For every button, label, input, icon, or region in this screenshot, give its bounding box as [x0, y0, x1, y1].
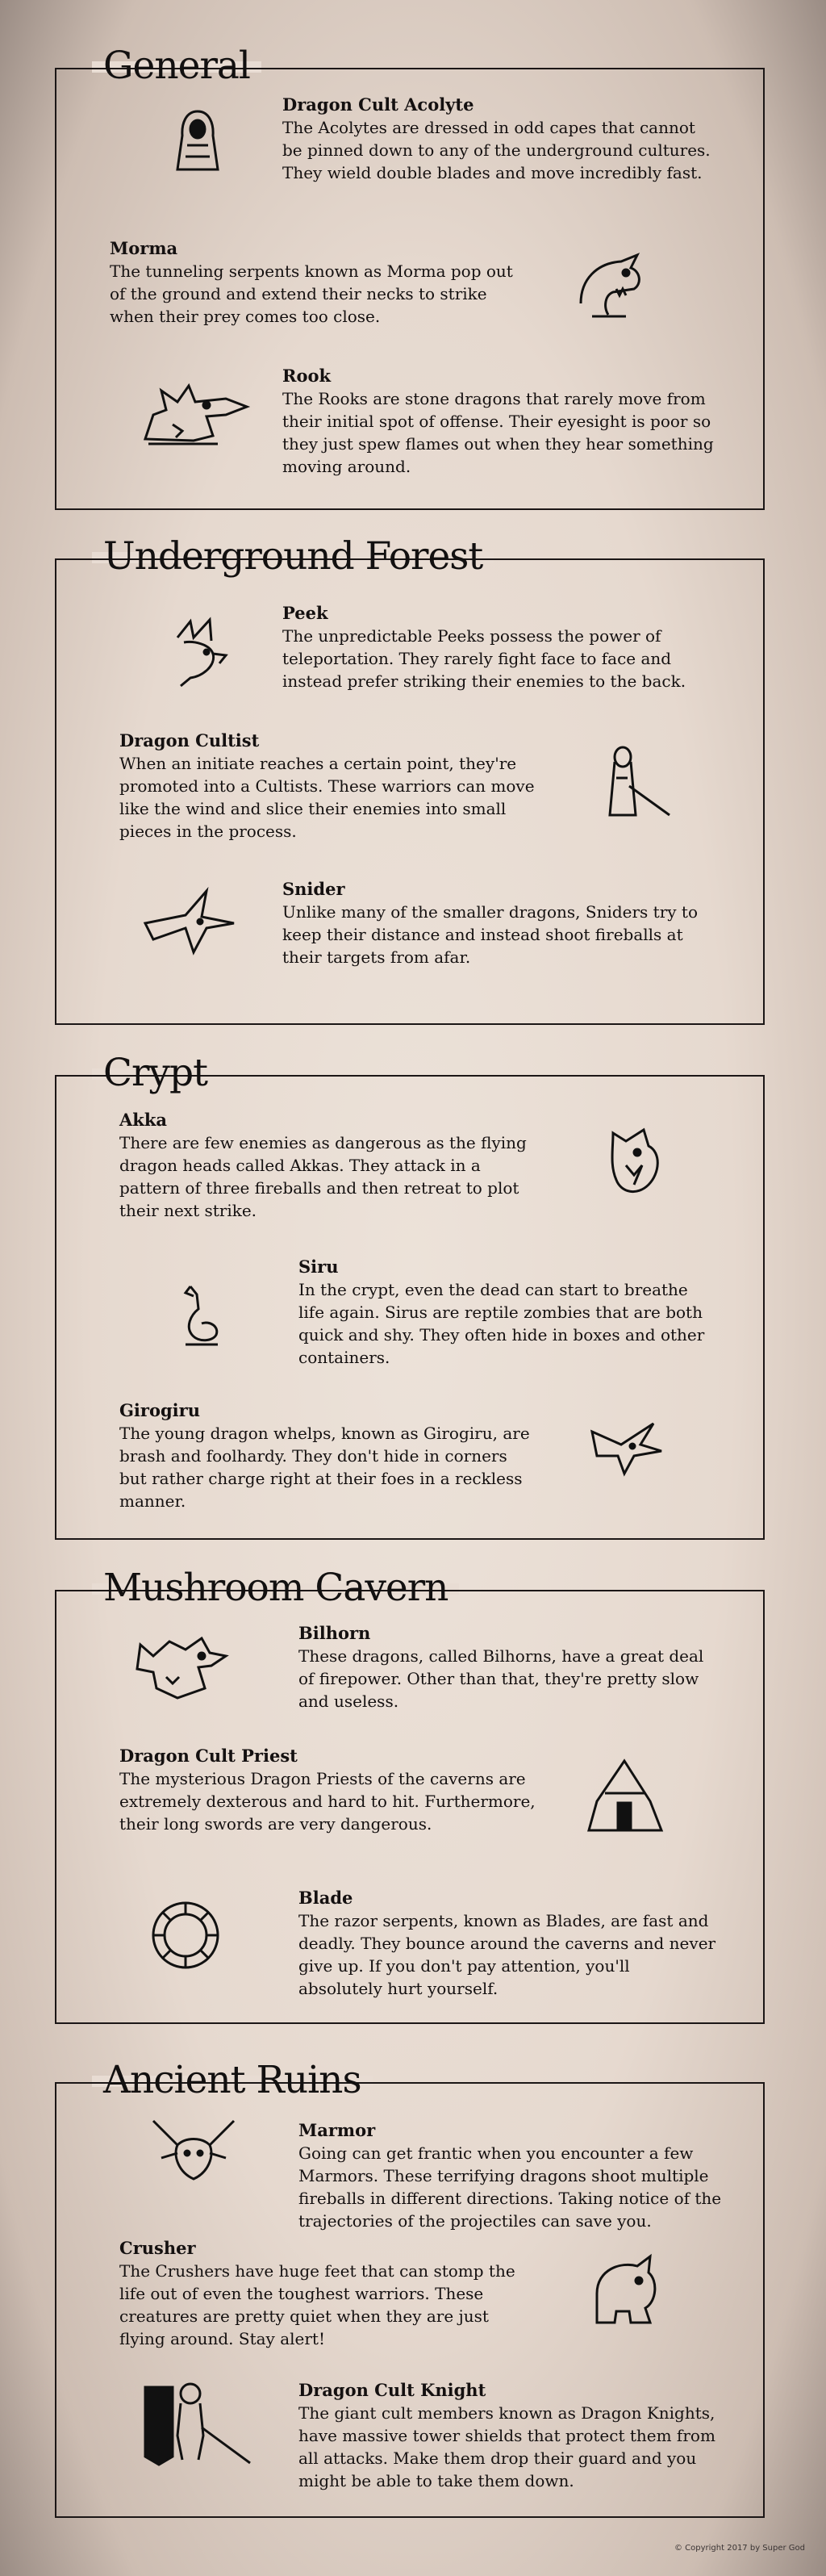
hooded-acolyte-icon [145, 100, 250, 189]
entry-desc: The razor serpents, known as Blades, are fast and deadly. They bounce around the caverns and never give up. If you don't pay attention, you'll absolutely hurt yourself. [298, 1911, 716, 1998]
section-mushroom-cavern [55, 1566, 765, 2024]
entry-rook [282, 365, 718, 478]
section-underground-forest [55, 534, 765, 1025]
entry-desc: Unlike many of the smaller dragons, Sniders try to keep their distance and instead shoot fireballs at their targets from afar. [282, 902, 698, 967]
knight-shield-icon [137, 2379, 258, 2468]
entry-desc: When an initiate reaches a certain point, they're promoted into a Cultists. These warriors can move like the wind and slice their enemies into small pieces in the process. [119, 754, 535, 841]
stone-dragon-icon [129, 366, 258, 455]
entry-name: Morma [110, 238, 178, 258]
entry-desc: The giant cult members known as Dragon Knights, have massive tower shields that protect them from all attacks. Make them drop their guard and you might be able to take them down. [298, 2403, 715, 2490]
entry-dragon-cult-knight [298, 2379, 734, 2492]
section-title-text: General [103, 44, 250, 88]
entry-name: Dragon Cult Knight [298, 2380, 486, 2400]
entry-name: Marmor [298, 2120, 376, 2140]
winged-dragon-icon [145, 605, 250, 694]
entry-desc: In the crypt, even the dead can start to breathe life again. Sirus are reptile zombies that are both quick and shy. They often hide in boxes and other containers. [298, 1280, 705, 1367]
section-ancient-ruins [55, 2058, 765, 2518]
entry-dragon-cult-acolyte [282, 94, 718, 184]
entry-girogiru [119, 1399, 539, 1512]
horned-dragon-icon [137, 2105, 250, 2193]
entry-bilhorn [298, 1622, 718, 1712]
section-title [92, 1048, 219, 1099]
flying-dragon-icon [129, 875, 250, 964]
entry-name: Akka [119, 1110, 168, 1130]
serpent-head-icon [557, 239, 661, 328]
cultist-sword-icon [581, 738, 686, 826]
ring-serpent-icon [137, 1890, 234, 1979]
entry-name: Blade [298, 1888, 353, 1908]
entry-blade [298, 1887, 718, 2000]
entry-name: Dragon Cult Acolyte [282, 94, 474, 115]
section-title-text: Crypt [103, 1051, 207, 1095]
entry-desc: There are few enemies as dangerous as the flying dragon heads called Akkas. They attack in a pattern of three fireballs and then retreat to plot their next strike. [119, 1133, 527, 1220]
entry-name: Dragon Cultist [119, 730, 260, 751]
bilhorn-dragon-icon [121, 1620, 242, 1709]
section-title-text: Mushroom Cavern [103, 1566, 448, 1610]
entry-name: Siru [298, 1257, 339, 1277]
section-title-text: Ancient Ruins [103, 2058, 361, 2102]
entry-akka [119, 1109, 539, 1222]
entry-peek [282, 602, 718, 692]
entry-desc: The Rooks are stone dragons that rarely move from their initial spot of offense. Their eyesight is poor so they just spew flames out when they hear something moving around. [282, 389, 714, 476]
section-general [55, 44, 765, 510]
entry-desc: These dragons, called Bilhorns, have a great deal of firepower. Other than that, they're pretty slow and useless. [298, 1646, 704, 1711]
section-title [92, 531, 494, 583]
dragon-head-icon [581, 1117, 686, 1206]
section-title [92, 40, 261, 92]
section-title [92, 2055, 373, 2106]
crusher-icon [573, 2245, 678, 2334]
entry-desc: Going can get frantic when you encounter a few Marmors. These terrifying dragons shoot multiple fireballs in different directions. Taking notice of the trajectories of the projectiles can save you. [298, 2143, 722, 2231]
entry-desc: The Crushers have huge feet that can stomp the life out of even the toughest warriors. These creatures are pretty quiet when they are just flying around. Stay alert! [119, 2261, 515, 2348]
entry-desc: The Acolytes are dressed in odd capes that cannot be pinned down to any of the underground cultures. They wield double blades and move incredibly fast. [282, 118, 711, 182]
entry-marmor [298, 2119, 734, 2232]
entry-snider [282, 878, 718, 968]
reptile-zombie-icon [145, 1270, 250, 1359]
whelp-icon [573, 1399, 678, 1488]
entry-desc: The unpredictable Peeks possess the power of teleportation. They rarely fight face to face and instead prefer striking their enemies to the back. [282, 626, 686, 691]
priest-icon [573, 1753, 678, 1842]
entry-name: Snider [282, 879, 345, 899]
section-title [92, 1562, 459, 1614]
entry-dragon-cult-priest [119, 1745, 539, 1835]
entry-name: Dragon Cult Priest [119, 1746, 298, 1766]
entry-crusher [119, 2237, 539, 2350]
section-title-text: Underground Forest [103, 534, 483, 579]
entry-name: Peek [282, 603, 328, 623]
entry-name: Crusher [119, 2238, 196, 2258]
entry-desc: The young dragon whelps, known as Girogiru, are brash and foolhardy. They don't hide in corners but rather charge right at their foes in a reckless manner. [119, 1424, 530, 1511]
entry-morma [110, 237, 529, 328]
copyright-text: © Copyright 2017 by Super God [674, 2544, 805, 2553]
entry-desc: The mysterious Dragon Priests of the caverns are extremely dexterous and hard to hit. Furthermore, their long swords are very dangerous. [119, 1769, 536, 1834]
entry-name: Rook [282, 366, 332, 386]
entry-desc: The tunneling serpents known as Morma pop out of the ground and extend their necks to strike when their prey comes too close. [110, 261, 513, 326]
section-crypt [55, 1051, 765, 1540]
entry-name: Bilhorn [298, 1623, 371, 1643]
entry-name: Girogiru [119, 1400, 200, 1420]
entry-siru [298, 1256, 718, 1369]
entry-dragon-cultist [119, 730, 539, 843]
